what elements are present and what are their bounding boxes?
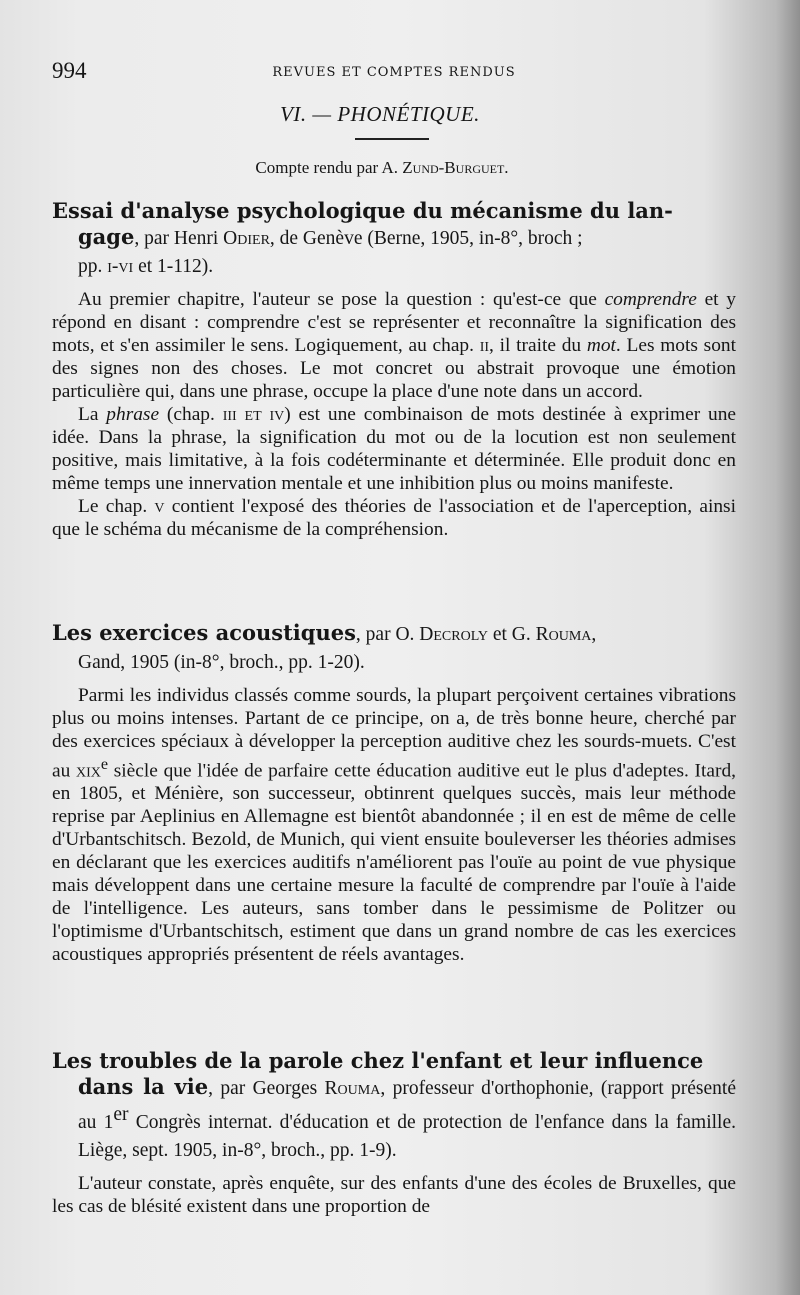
text: xix: [76, 760, 101, 782]
text: Au premier chapitre, l'auteur se pose la question : qu'est-ce que: [78, 289, 605, 310]
text: siècle que l'idée de parfaire cette éducation auditive eut le plus d'adeptes. Itard, en 1805, et Ménière, son successeur, obtinrent quelques succès, mais leur méthode reprise par Aeplinius en Allemagne est bientôt abandonnée ; il en est de même de celle d'Urbantschitsch. Bezold, de Munich, qui vient ensuite bouleverser les théories admises en déclarant que les exercices auditifs n'améliorent pas l'ouïe au point de vue physique mais développent dans une certaine mesure la faculté de comprendre par l'ouïe à l'aide de l'intelligence. Les auteurs, sans tomber dans le pessimisme de Politzer ou l'optimisme d'Urbantschitsch, estiment que dans un grand nombre de cas les exercices acoustiques appropriés présentent de réels avantages.: [52, 760, 736, 966]
review-heading: [52, 620, 736, 676]
review-author: Decroly: [419, 624, 488, 645]
byline: [0, 158, 764, 178]
review-author: Rouma: [324, 1078, 381, 1099]
text: . Les mots sont des signes non des choses. Le mot concret ou abstrait provoque une émotion particulière qui, dans une phrase, occupe la place d'une note dans un accord.: [52, 335, 736, 402]
text: iii et iv: [222, 404, 285, 425]
text: (chap.: [159, 404, 223, 425]
text: v: [154, 496, 165, 517]
text: Parmi les individus classés comme sourds, la plupart perçoivent certaines vibrations plus ou moins intenses. Partant de ce principe, on a, de très bonne heure, cherché par des exercices spéciaux à développer la perception auditive chez les sourds-muets. C'est au: [52, 685, 736, 782]
review-exercices-acoustiques: [52, 620, 736, 966]
review-meta: ,: [591, 624, 597, 645]
running-head: REVUES ET COMPTES RENDUS: [272, 65, 516, 80]
page-number: 994: [52, 58, 87, 83]
review-heading: [52, 198, 736, 280]
review-heading: [52, 1048, 736, 1164]
review-meta: Gand, 1905 (in-8°, broch., pp. 1-20).: [78, 652, 365, 673]
review-meta: , par Henri: [134, 228, 224, 249]
text: , il traite du: [489, 335, 587, 356]
review-meta: , professeur d'orthophonie, (rapport présenté au 1: [78, 1078, 736, 1133]
text: La: [78, 404, 107, 425]
review-meta: , par Georges: [208, 1078, 325, 1099]
text: ii: [479, 335, 490, 356]
review-meta: pp.: [78, 256, 108, 277]
review-meta: , par O.: [355, 624, 420, 645]
review-meta: i-vi: [107, 256, 134, 277]
text: contient l'exposé des théories de l'association et de l'aperception, ainsi que le schéma du mécanisme de la compréhension.: [52, 496, 736, 540]
review-meta: , de Genève (Berne, 1905, in-8°, broch ;: [269, 228, 583, 249]
review-troubles-parole: [52, 1048, 736, 1218]
paragraph: [52, 684, 736, 966]
paragraph: [52, 403, 736, 495]
page-header: [52, 58, 736, 88]
text: et y répond en disant : comprendre c'est se représenter et reconnaître la signification des mots, et s'en assimiler le sens. Logiquement, au chap.: [52, 289, 737, 356]
review-author: Rouma: [535, 624, 592, 645]
review-meta: et G.: [487, 624, 536, 645]
paragraph: [52, 1172, 736, 1218]
paragraph: [52, 288, 736, 403]
text: e: [100, 756, 109, 773]
text: mot: [586, 335, 616, 356]
title-rule: [355, 138, 429, 140]
text: phrase: [106, 404, 160, 425]
review-title-cont: gage: [78, 224, 135, 249]
review-title-cont: dans la vie: [78, 1074, 209, 1099]
review-author: Odier: [223, 228, 270, 249]
text: Le chap.: [78, 496, 155, 517]
section-title: VI. — PHONÉTIQUE.: [280, 102, 480, 126]
review-essai-analyse: [52, 198, 736, 541]
review-title: Les exercices acoustiques: [52, 620, 356, 645]
paragraph: [52, 495, 736, 541]
review-title: Les troubles de la parole chez l'enfant et leur influence: [52, 1048, 704, 1073]
byline-author: Zund-Burguet.: [402, 158, 509, 177]
review-meta: et 1-112).: [133, 256, 214, 277]
text: ) est une combinaison de mots destinée à exprimer une idée. Dans la phrase, la signification du mot ou de la locution est non seulement positive, mais limitative, à la fois codéterminante et déterminée. Elle produit donc en même temps une innervation mentale et une inhibition plus ou moins manifeste.: [52, 404, 736, 494]
text: L'auteur constate, après enquête, sur des enfants d'une des écoles de Bruxelles, que les cas de blésité existent dans une proportion de: [52, 1173, 736, 1217]
byline-prefix: Compte rendu par A.: [255, 158, 403, 177]
review-title: Essai d'analyse psychologique du mécanisme du lan-: [52, 198, 673, 223]
review-meta: er: [113, 1104, 129, 1125]
review-meta: Congrès internat. d'éducation et de protection de l'enfance dans la famille. Liège, sept. 1905, in-8°, broch., pp. 1-9).: [78, 1112, 737, 1161]
text: comprendre: [604, 289, 697, 310]
